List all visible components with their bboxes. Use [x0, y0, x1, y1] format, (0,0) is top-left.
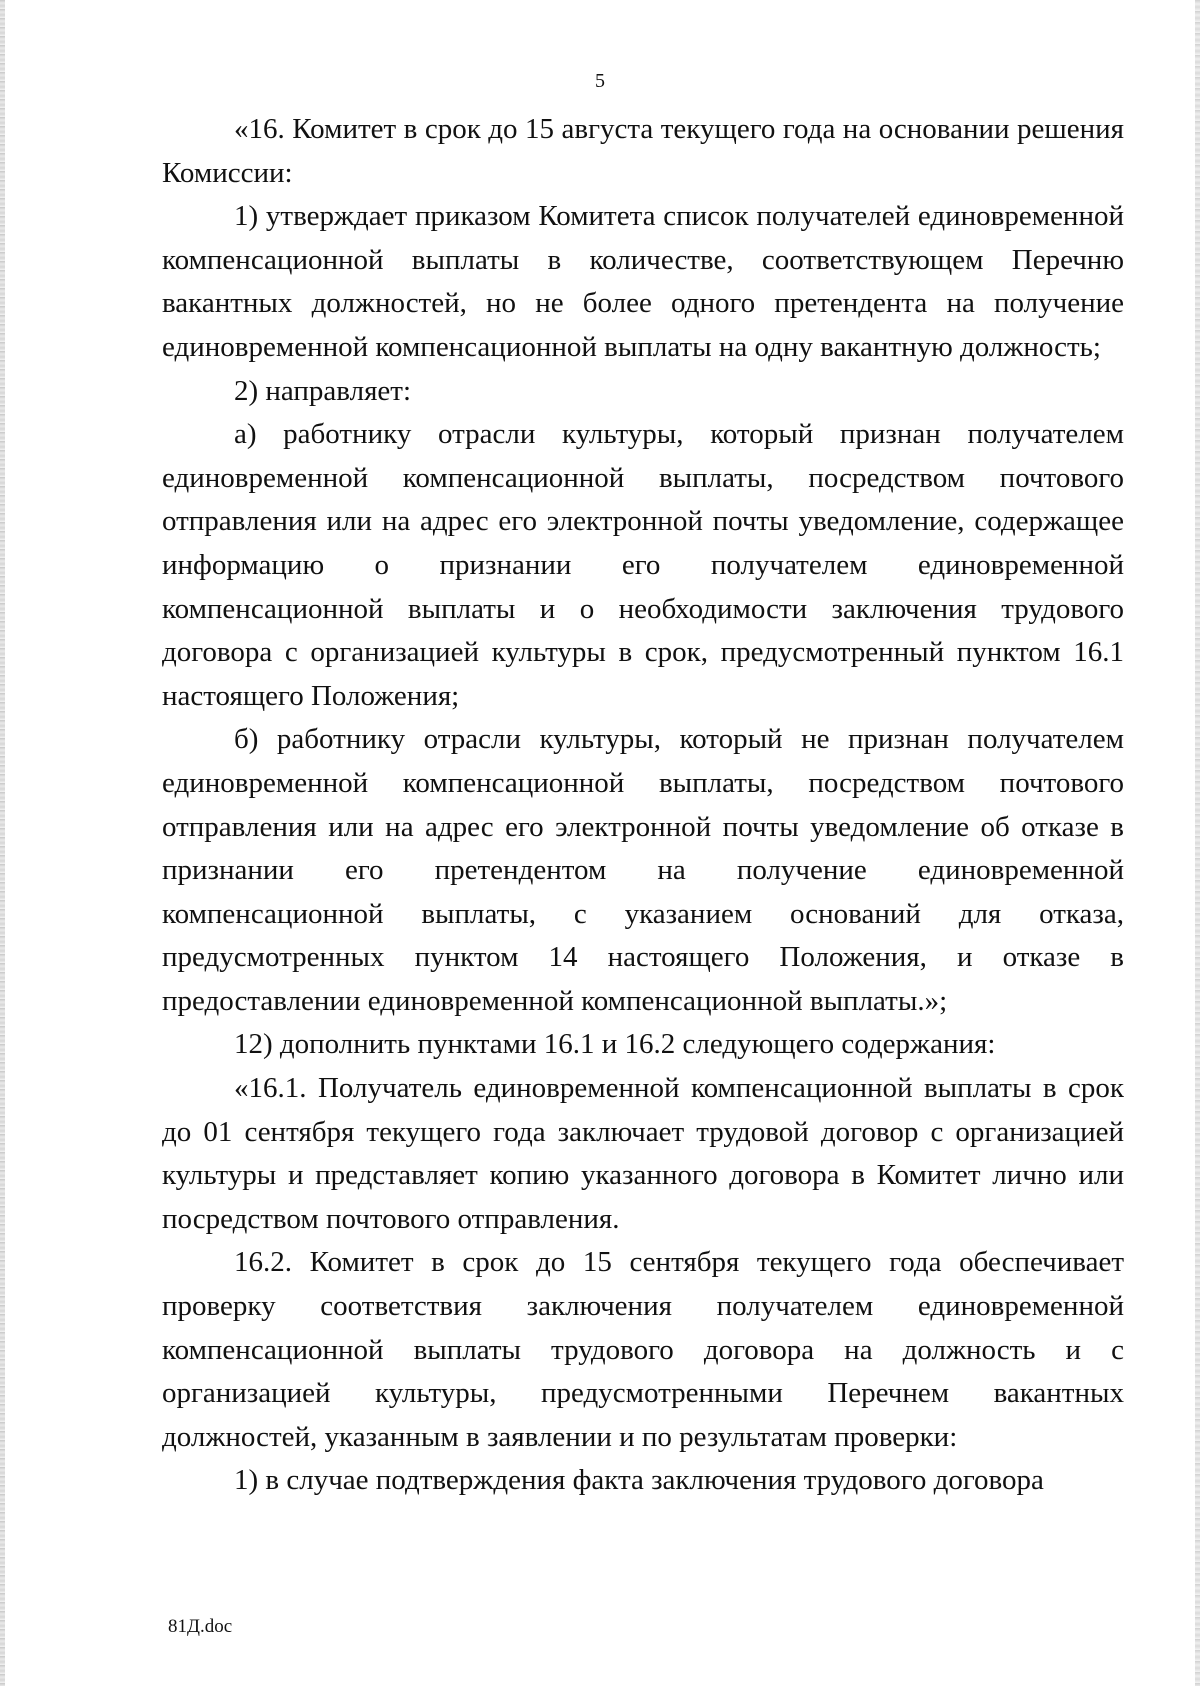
footer-file-code: 81Д.doc [168, 1616, 233, 1637]
scan-edge-left [0, 0, 5, 1686]
scan-edge-right [1195, 0, 1200, 1686]
paragraph-item-16-2: 16.2. Комитет в срок до 15 сентября текущего года обеспечивает проверку соответствия заключения получателем единовременной компенсационной выплаты трудового договора на должность и с организацией культуры, предусмотренными Перечнем вакантных должностей, указанным в заявлении и по результатам проверки: [162, 1246, 1124, 1453]
page-number: 5 [595, 70, 605, 92]
paragraph-subitem-1-confirmation: 1) в случае подтверждения факта заключения трудового договора [234, 1464, 1044, 1497]
paragraph-amendment-12: 12) дополнить пунктами 16.1 и 16.2 следующего содержания: [234, 1028, 996, 1061]
paragraph-subitem-1-approves: 1) утверждает приказом Комитета список получателей единовременной компенсационной выплаты в количестве, соответствующем Перечню вакантных должностей, но не более одного претендента на получение единовременной компенсационной выплаты на одну вакантную должность; [162, 200, 1124, 363]
paragraph-subitem-b: б) работнику отрасли культуры, который не признан получателем единовременной компенсационной выплаты, посредством почтового отправления или на адрес его электронной почты уведомление об отказе в признании его претендентом на получение единовременной компенсационной выплаты, с указанием оснований для отказа, предусмотренных пунктом 14 настоящего Положения, и отказе в предоставлении единовременной компенсационной выплаты.»; [162, 723, 1124, 1017]
paragraph-subitem-2-sends: 2) направляет: [234, 374, 412, 407]
document-body [162, 108, 1124, 1503]
paragraph-item-16: «16. Комитет в срок до 15 августа текущего года на основании решения Комиссии: [162, 113, 1124, 189]
paragraph-item-16-1: «16.1. Получатель единовременной компенсационной выплаты в срок до 01 сентября текущего года заключает трудовой договор с организацией культуры и представляет копию указанного договора в Комитет лично или посредством почтового отправления. [162, 1072, 1124, 1235]
paragraph-subitem-a: а) работнику отрасли культуры, который признан получателем единовременной компенсационной выплаты, посредством почтового отправления или на адрес его электронной почты уведомление, содержащее информацию о признании его получателем единовременной компенсационной выплаты и о необходимости заключения трудового договора с организацией культуры в срок, предусмотренный пунктом 16.1 настоящего Положения; [162, 418, 1124, 712]
